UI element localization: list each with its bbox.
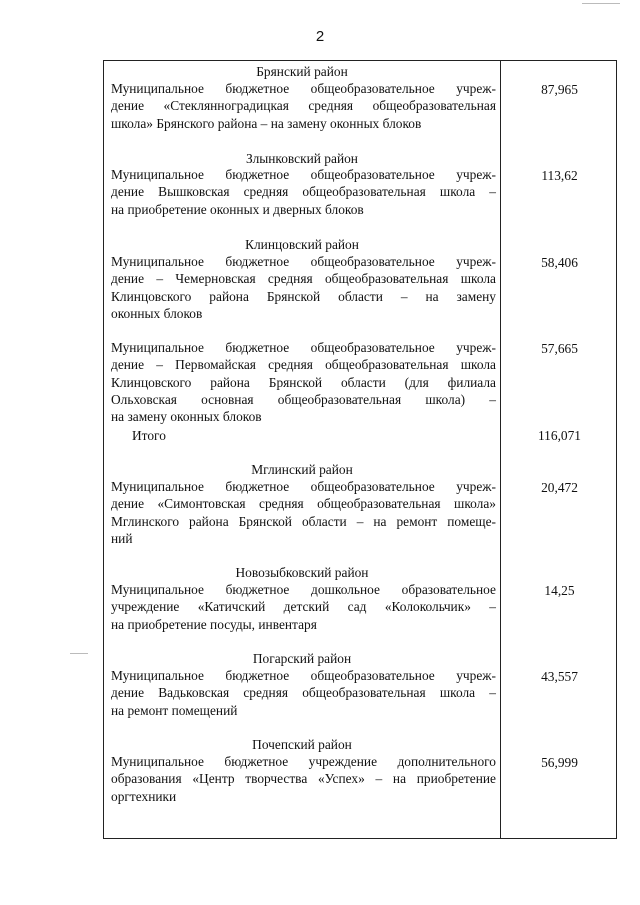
description-line: Муниципальное бюджетное учреждение дополнительного xyxy=(111,754,496,769)
institution-description xyxy=(111,753,496,805)
district-heading: Погарский район xyxy=(252,651,352,666)
district-heading: Злынковский район xyxy=(246,151,358,166)
amount-value: 43,557 xyxy=(541,669,578,684)
description-line: Клинцовского района Брянской области (для филиала xyxy=(111,374,496,390)
amount-value: 58,406 xyxy=(541,255,578,270)
description-line: образования «Центр творчества «Успех» – на приобретение xyxy=(111,771,496,787)
description-line: Муниципальное бюджетное общеобразовательное учреж- xyxy=(111,81,496,96)
institution-description xyxy=(111,478,496,547)
description-line: на приобретение посуды, инвентаря xyxy=(111,616,317,632)
description-line: Клинцовского района Брянской области – на замену xyxy=(111,288,496,304)
description-line: дение – Чемерновская средняя общеобразовательная школа xyxy=(111,271,496,287)
description-line: Ольховская основная общеобразовательная школа) – xyxy=(111,391,496,407)
description-line: Муниципальное бюджетное общеобразовательное учреж- xyxy=(111,340,496,355)
institution-description xyxy=(111,80,496,132)
description-line: оконных блоков xyxy=(111,305,203,321)
district-heading: Брянский район xyxy=(256,64,348,79)
amount-value: 14,25 xyxy=(544,583,575,598)
description-line: Муниципальное бюджетное общеобразовательное учреж- xyxy=(111,668,496,683)
description-line: на ремонт помещений xyxy=(111,702,238,718)
description-line: Муниципальное бюджетное общеобразовательное учреж- xyxy=(111,254,496,269)
description-line: учреждение «Катичский детский сад «Колокольчик» – xyxy=(111,599,496,615)
description-line: оргтехники xyxy=(111,788,177,804)
amount-value: 113,62 xyxy=(541,168,578,183)
description-line: Муниципальное бюджетное общеобразовательное учреж- xyxy=(111,479,496,494)
description-line: дение Вышковская средняя общеобразовательная школа – xyxy=(111,184,496,200)
description-line: Муниципальное бюджетное дошкольное образовательное xyxy=(111,582,496,597)
district-heading: Почепский район xyxy=(252,737,352,752)
total-label: Итого xyxy=(132,428,166,443)
scan-mark-top xyxy=(582,3,620,4)
institution-description xyxy=(111,253,496,322)
description-line: дение «Симонтовская средняя общеобразовательная школа» xyxy=(111,496,496,512)
description-line: дение «Стеклянноградицкая средняя общеобразовательная xyxy=(111,98,496,114)
page-number: 2 xyxy=(315,28,325,45)
district-heading: Клинцовский район xyxy=(245,237,359,252)
amount-value: 56,999 xyxy=(541,755,578,770)
allocation-table xyxy=(103,60,617,839)
description-line: Мглинского района Брянской области – на ремонт помеще- xyxy=(111,513,496,529)
institution-description xyxy=(111,339,496,425)
institution-description xyxy=(111,166,496,218)
description-line: на приобретение оконных и дверных блоков xyxy=(111,201,364,217)
institution-description xyxy=(111,581,496,633)
scan-mark-side xyxy=(70,653,88,654)
description-line: Муниципальное бюджетное общеобразовательное учреж- xyxy=(111,167,496,182)
description-line: школа» Брянского района – на замену оконных блоков xyxy=(111,115,422,131)
institution-description xyxy=(111,667,496,719)
amount-value: 57,665 xyxy=(541,341,578,356)
amount-value: 87,965 xyxy=(541,82,578,97)
description-line: на замену оконных блоков xyxy=(111,409,262,425)
description-line: ний xyxy=(111,530,133,546)
district-heading: Мглинский район xyxy=(251,462,353,477)
amount-value: 20,472 xyxy=(541,480,578,495)
description-line: дение Вадьковская средняя общеобразовательная школа – xyxy=(111,685,496,701)
description-line: дение – Первомайская средняя общеобразовательная школа xyxy=(111,357,496,373)
district-heading: Новозыбковский район xyxy=(235,565,369,580)
total-amount: 116,071 xyxy=(537,428,582,443)
